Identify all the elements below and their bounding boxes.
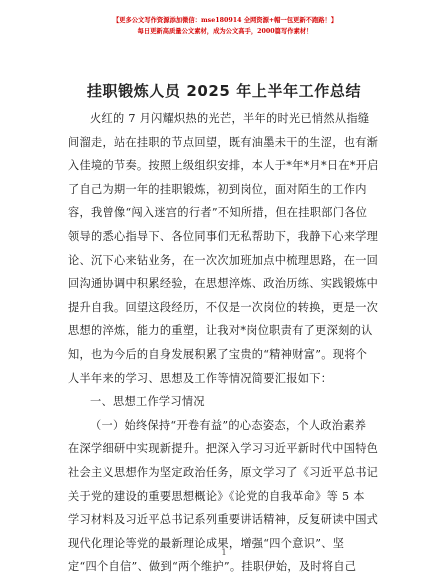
paragraph-line: 了自己为期一年的挂职锻炼，初到岗位，面对陌生的工作内 (68, 182, 367, 196)
document-body (68, 107, 384, 579)
paragraph-line: 现代化理论等党的最新理论成果，增强“四个意识”、坚 (68, 536, 345, 550)
paragraph-line: 容，我曾像“闯入迷宫的行者”不知所措，但在挂职部门各位 (68, 206, 368, 220)
page-number: 1 (221, 548, 227, 557)
paragraph-line: 论、沉下心来钻业务，在一次次加班加点中梳理思路，在一回 (68, 253, 379, 267)
banner-line-2: 每日更新高质量公文素材，成为公文高手，2000篇写作素材！ (137, 28, 313, 35)
paragraph-line: 在深学细研中实现新提升。把深入学习习近平新时代中国特色 (68, 442, 379, 456)
promo-banner (70, 15, 380, 37)
paragraph-line: 火红的 7 月闪耀炽热的光芒，半年的时光已悄然从指缝 (90, 112, 370, 125)
paragraph-line: 关于党的建设的重要思想概论》《论党的自我革命》等 5 本 (68, 489, 365, 503)
paragraph-line: 定“四个自信”、做到“两个维护”。挂职伊始，及时将自己 (68, 560, 357, 574)
paragraph-line: 回沟通协调中积累经验，在思想淬炼、政治历练、实践锻炼中 (68, 277, 379, 291)
paragraph-line: 提升自我。回望这段经历，不仅是一次岗位的转换，更是一次 (68, 300, 379, 314)
paragraph-line: 知，也为今后的自身发展积累了宝贵的“精神财富”。现将个 (68, 347, 368, 361)
banner-line-1: 【更多公文写作资源添加微信：mse180914 全网资源+帽一包更新不跑路！】 (112, 17, 338, 24)
paragraph-line: 间溜走，站在挂职的节点回望，既有油墨未干的生涩，也有渐 (68, 135, 379, 149)
paragraph-line: 领导的悉心指导下、各位同事们无私帮助下，我静下心来学理 (68, 229, 379, 243)
paragraph-line: 社会主义思想作为坚定政治任务，原文学习了《习近平总书记 (68, 465, 379, 479)
paragraph-line: 学习材料及习近平总书记系列重要讲话精神，反复研读中国式 (68, 513, 379, 527)
paragraph-line: 思想的淬炼，能力的重塑，让我对*岗位职责有了更深刻的认 (68, 324, 373, 338)
document-title: 挂职锻炼人员 2025 年上半年工作总结 (86, 82, 362, 100)
paragraph-line: 入佳境的节奏。按照上级组织安排，本人于*年*月*日在*开启 (68, 159, 379, 173)
paragraph-line: 人半年来的学习、思想及工作等情况简要汇报如下： (68, 371, 333, 385)
section-heading: 一、思想工作学习情况 (90, 395, 205, 409)
paragraph-line: （一）始终保持“开卷有益”的心态姿态，个人政治素养 (90, 418, 367, 432)
